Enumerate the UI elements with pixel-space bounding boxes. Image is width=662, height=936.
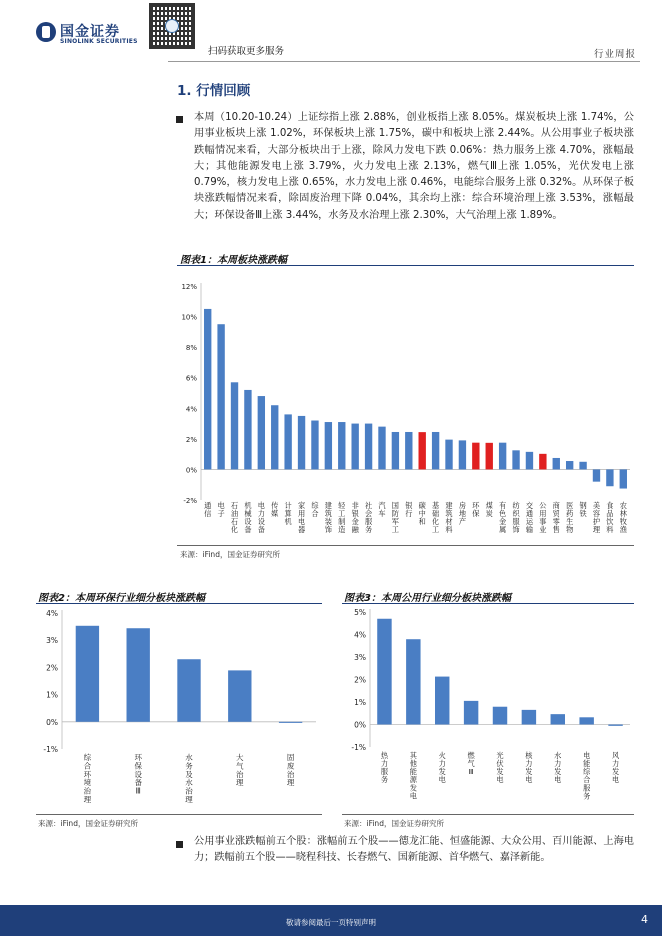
figure2-top-rule bbox=[36, 603, 322, 604]
category-label: 核力发电 bbox=[525, 751, 533, 785]
category-label: 社会服务 bbox=[364, 501, 373, 535]
category-label: 公用事业 bbox=[539, 501, 547, 535]
category-label: 建筑装饰 bbox=[324, 501, 332, 535]
y-tick-label: 1% bbox=[46, 690, 58, 700]
y-tick-label: 2% bbox=[185, 435, 197, 444]
figure1-source: 来源：iFind，国金证券研究所 bbox=[180, 550, 280, 559]
bar-通信 bbox=[204, 309, 211, 470]
bar-燃气Ⅲ bbox=[464, 701, 478, 725]
figure3-top-rule bbox=[342, 603, 634, 604]
bar-环保 bbox=[472, 443, 479, 470]
y-tick-label: 0% bbox=[46, 717, 58, 727]
category-label: 热力服务 bbox=[380, 751, 389, 785]
y-tick-label: 0% bbox=[185, 466, 197, 475]
bar-热力服务 bbox=[377, 619, 391, 725]
bar-火力发电 bbox=[435, 677, 449, 725]
y-tick-label: 4% bbox=[185, 405, 197, 414]
bar-汽车 bbox=[378, 427, 385, 470]
chart-sector-returns bbox=[177, 268, 634, 546]
bar-电能综合服务 bbox=[579, 717, 593, 724]
category-label: 美容护理 bbox=[592, 501, 601, 535]
category-label: 综合环境治理 bbox=[83, 753, 92, 804]
page-header bbox=[0, 0, 662, 64]
bar-钢铁 bbox=[579, 462, 586, 470]
bar-纺织服饰 bbox=[512, 450, 519, 469]
bar-机械设备 bbox=[244, 390, 251, 469]
y-tick-label: 3% bbox=[354, 653, 366, 662]
footer-disclaimer[interactable]: 敬请参阅最后一页特别声明 bbox=[286, 918, 376, 927]
header-divider bbox=[168, 61, 640, 62]
category-label: 机械设备 bbox=[244, 501, 252, 535]
figure1-bottom-rule bbox=[177, 545, 634, 546]
bar-商贸零售 bbox=[553, 458, 560, 469]
category-label: 其他能源发电 bbox=[409, 751, 417, 801]
category-label: 国防军工 bbox=[391, 501, 399, 535]
category-label: 火力发电 bbox=[438, 751, 446, 785]
category-label: 计算机 bbox=[284, 501, 292, 527]
bar-石油石化 bbox=[231, 382, 238, 469]
bar-建筑材料 bbox=[445, 440, 452, 470]
figure3-title: 图表3：本周公用行业细分板块涨跌幅 bbox=[344, 593, 511, 604]
y-tick-label: 5% bbox=[354, 608, 366, 617]
figure1-top-rule bbox=[177, 265, 634, 266]
category-label: 商贸零售 bbox=[552, 501, 560, 535]
category-label: 光伏发电 bbox=[496, 751, 504, 785]
bar-固废治理 bbox=[279, 722, 302, 723]
bar-大气治理 bbox=[228, 670, 251, 721]
figure2-source: 来源：iFind，国金证券研究所 bbox=[38, 819, 138, 828]
y-tick-label: 2% bbox=[46, 663, 58, 673]
bar-房地产 bbox=[459, 440, 466, 469]
category-label: 水力发电 bbox=[554, 751, 562, 785]
logo-icon bbox=[36, 22, 56, 42]
y-tick-label: -1% bbox=[43, 745, 58, 754]
bar-风力发电 bbox=[608, 725, 622, 726]
category-label: 电能综合服务 bbox=[583, 751, 591, 801]
y-tick-label: -2% bbox=[183, 497, 197, 505]
y-tick-label: 8% bbox=[185, 344, 197, 353]
category-label: 非银金融 bbox=[351, 501, 359, 535]
bar-医药生物 bbox=[566, 461, 573, 469]
bullet-icon bbox=[176, 116, 183, 123]
bar-碳中和 bbox=[419, 432, 426, 469]
figure3-bottom-rule bbox=[342, 814, 634, 815]
category-label: 燃气 Ⅲ bbox=[467, 751, 475, 777]
figure1-title: 图表1：本周板块涨跌幅 bbox=[180, 255, 287, 266]
bar-基础化工 bbox=[432, 432, 439, 469]
y-tick-label: 1% bbox=[354, 698, 366, 707]
y-tick-label: 12% bbox=[181, 283, 197, 291]
bar-银行 bbox=[405, 432, 412, 469]
bar-交通运输 bbox=[526, 452, 533, 470]
category-label: 环保设备 Ⅲ bbox=[134, 753, 142, 796]
paragraph-market-review: 本周（10.20-10.24）上证综指上涨 2.88%，创业板指上涨 8.05%。煤炭板块上涨 1.74%，公用事业板块上涨 1.02%，环保板块上涨 1.75%，碳中和板块上涨 2.44%。从公用事业子板块涨跌幅情况来看，大部分板块出于上涨，除风力发电下跌 0.06%：热力服务上涨 4.70%，涨幅最大；其他能源发电上涨 3.79%，火力发电上涨 2.13%，燃气Ⅲ上涨 1.05%，光伏发电上涨 0.79%，核力发电上涨 0.65%，水力发电上涨 0.46%，电能综合服务上涨 0.32%。从环保子板块涨跌幅情况来看，除固废治理下降 0.04%，其余均上涨：综合环境治理上涨 3.53%，涨幅最大；环保设备Ⅲ上涨 3.44%，水务及水治理上涨 2.30%，大气治理上涨 1.89%。 bbox=[194, 112, 634, 221]
category-label: 交通运输 bbox=[525, 501, 534, 535]
bar-农林牧渔 bbox=[620, 469, 627, 488]
bar-公用事业 bbox=[539, 454, 546, 470]
category-label: 有色金属 bbox=[499, 501, 507, 535]
y-tick-label: 10% bbox=[181, 313, 197, 322]
bar-家用电器 bbox=[298, 416, 305, 470]
figure3-source: 来源：iFind，国金证券研究所 bbox=[344, 819, 444, 828]
logo-subtext: SINOLINK SECURITIES bbox=[60, 38, 138, 45]
category-label: 传媒 bbox=[271, 501, 279, 519]
y-tick-label: 2% bbox=[354, 675, 366, 685]
bullet-icon bbox=[176, 841, 183, 848]
category-label: 碳中和 bbox=[418, 501, 426, 527]
category-label: 固废治理 bbox=[286, 753, 295, 788]
bar-电力设备 bbox=[258, 396, 265, 469]
bar-非银金融 bbox=[351, 424, 358, 470]
bar-建筑装饰 bbox=[325, 422, 332, 469]
category-label: 建筑材料 bbox=[445, 501, 453, 535]
category-label: 农林牧渔 bbox=[619, 501, 627, 535]
category-label: 环保 bbox=[472, 501, 480, 519]
category-label: 电子 bbox=[217, 501, 225, 519]
bar-水务及水治理 bbox=[177, 659, 200, 722]
report-type: 行业周报 bbox=[593, 49, 636, 60]
qr-caption: 扫码获取更多服务 bbox=[208, 46, 285, 57]
bar-美容护理 bbox=[593, 469, 600, 481]
y-tick-label: -1% bbox=[351, 743, 366, 752]
category-label: 大气治理 bbox=[236, 753, 244, 788]
category-label: 房地产 bbox=[458, 501, 467, 527]
category-label: 轻工制造 bbox=[338, 501, 346, 535]
category-label: 石油石化 bbox=[230, 501, 239, 535]
qr-logo-icon bbox=[165, 19, 179, 33]
bar-传媒 bbox=[271, 405, 278, 469]
y-tick-label: 0% bbox=[354, 720, 366, 730]
category-label: 医药生物 bbox=[566, 501, 574, 535]
figure2-title: 图表2：本周环保行业细分板块涨跌幅 bbox=[38, 593, 205, 604]
bar-综合 bbox=[311, 421, 318, 470]
section-title: 1. 行情回顾 bbox=[177, 83, 251, 99]
paragraph-top-stocks: 公用事业涨跌幅前五个股：涨幅前五个股——德龙汇能、恒盛能源、大众公用、百川能源、上海电力；跌幅前五个股——晓程科技、长春燃气、国新能源、首华燃气、嘉泽新能。 bbox=[194, 836, 634, 864]
category-label: 电力设备 bbox=[257, 501, 265, 535]
bar-电子 bbox=[217, 324, 224, 469]
category-label: 家用电器 bbox=[297, 501, 306, 535]
category-label: 风力发电 bbox=[611, 751, 620, 785]
bar-轻工制造 bbox=[338, 422, 345, 469]
y-tick-label: 4% bbox=[354, 630, 366, 640]
category-label: 综合 bbox=[311, 501, 319, 519]
chart-utilities-returns bbox=[342, 606, 634, 814]
category-label: 钢铁 bbox=[579, 501, 587, 519]
bar-煤炭 bbox=[486, 443, 493, 470]
y-tick-label: 4% bbox=[46, 609, 58, 618]
category-label: 汽车 bbox=[378, 501, 386, 519]
bar-核力发电 bbox=[522, 710, 536, 725]
bar-水力发电 bbox=[551, 714, 565, 724]
category-label: 纺织服饰 bbox=[512, 501, 520, 535]
category-label: 银行 bbox=[405, 501, 413, 519]
bar-综合环境治理 bbox=[76, 626, 99, 722]
category-label: 食品饮料 bbox=[606, 501, 614, 535]
category-label: 基础化工 bbox=[432, 501, 440, 535]
y-tick-label: 6% bbox=[185, 374, 197, 383]
logo-text: 国金证券 bbox=[60, 24, 120, 40]
category-label: 通信 bbox=[204, 501, 212, 519]
y-tick-label: 3% bbox=[46, 636, 58, 646]
bar-计算机 bbox=[284, 414, 291, 469]
bar-有色金属 bbox=[499, 443, 506, 470]
bar-光伏发电 bbox=[493, 707, 507, 725]
bar-国防军工 bbox=[392, 432, 399, 469]
bar-社会服务 bbox=[365, 424, 372, 470]
bar-食品饮料 bbox=[606, 469, 613, 486]
figure2-bottom-rule bbox=[36, 814, 322, 815]
page-number: 4 bbox=[641, 913, 648, 926]
category-label: 水务及水治理 bbox=[185, 753, 193, 804]
bar-其他能源发电 bbox=[406, 639, 420, 724]
category-label: 煤炭 bbox=[485, 501, 493, 519]
chart-environmental-returns bbox=[36, 606, 322, 814]
bar-环保设备Ⅲ bbox=[127, 628, 150, 722]
